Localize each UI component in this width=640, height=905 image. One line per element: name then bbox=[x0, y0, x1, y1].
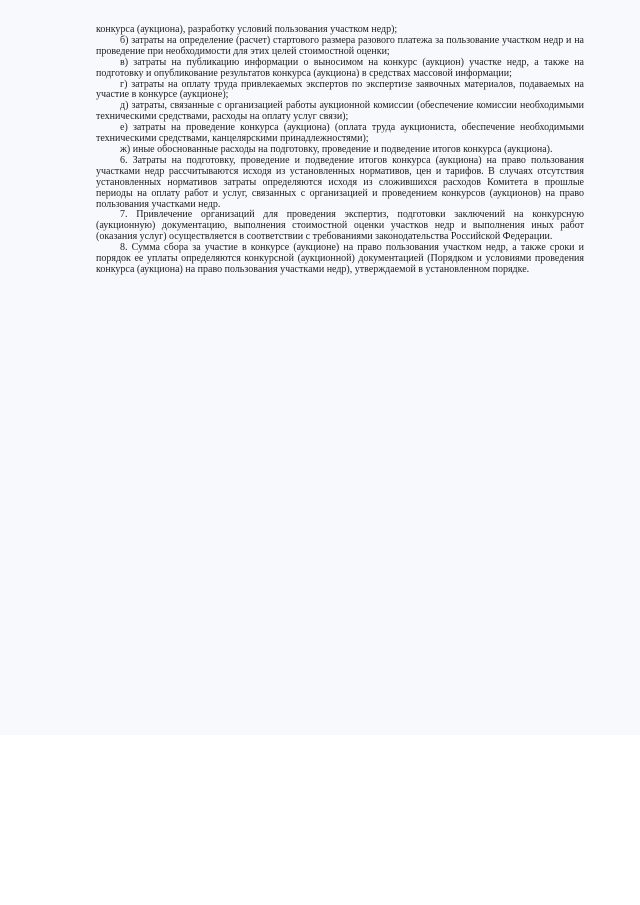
paragraph-item-g: г) затраты на оплату труда привлекаемых экспертов по экспертизе заявочных материалов, подаваемых на участие в конкурсе (аукционе); bbox=[96, 78, 584, 101]
paragraph-clause-8: 8. Сумма сбора за участие в конкурсе (аукционе) на право пользования участком недр, а также сроки и порядок ее уплаты определяются конкурсной (аукционной) документацией (Порядком и условиями проведения конкурса (аукциона) на право пользования участками недр), утверждаемой в установленном порядке. bbox=[96, 242, 584, 275]
paragraph-clause-7: 7. Привлечение организаций для проведения экспертиз, подготовки заключений на конкурсную (аукционную) документацию, выполнения стоимостной оценки участков недр и выполнения иных работ (оказания услуг) осуществляется в соответствии с требованиями законодательства Российской Федерации. bbox=[96, 209, 584, 243]
paragraph-item-v: в) затраты на публикацию информации о выносимом на конкурс (аукцион) участке недр, а также на подготовку и опубликование результатов конкурса (аукциона) в средствах массовой информации; bbox=[96, 56, 584, 79]
paragraph-item-zh: ж) иные обоснованные расходы на подготовку, проведение и подведение итогов конкурса (аукциона). bbox=[120, 143, 553, 155]
paragraph-item-d: д) затраты, связанные с организацией работы аукционной комиссии (обеспечение комиссии необходимыми техническими средствами, расходы на оплату услуг связи); bbox=[96, 100, 584, 123]
paragraph-item-e: е) затраты на проведение конкурса (аукциона) (оплата труда аукциониста, обеспечение необходимыми техническими средствами, канцелярскими принадлежностями); bbox=[96, 122, 584, 145]
paragraph-continuation: конкурса (аукциона), разработку условий пользования участком недр); bbox=[96, 24, 398, 35]
paragraph-item-b: б) затраты на определение (расчет) стартового размера разового платежа за пользование участком недр и на проведение при необходимости для этих целей стоимостной оценки; bbox=[96, 34, 584, 57]
paragraph-clause-6: 6. Затраты на подготовку, проведение и подведение итогов конкурса (аукциона) на право пользования участками недр рассчитываются исходя из установленных нормативов, цен и тарифов. В случаях отсутствия установленных нормативов затраты определяются исходя из сложившихся расходов Комитета в прошлые периоды на оплату работ и услуг, связанных с организацией и проведением конкурсов (аукционов) на право пользования участками недр. bbox=[96, 154, 584, 210]
document-body bbox=[96, 25, 584, 276]
